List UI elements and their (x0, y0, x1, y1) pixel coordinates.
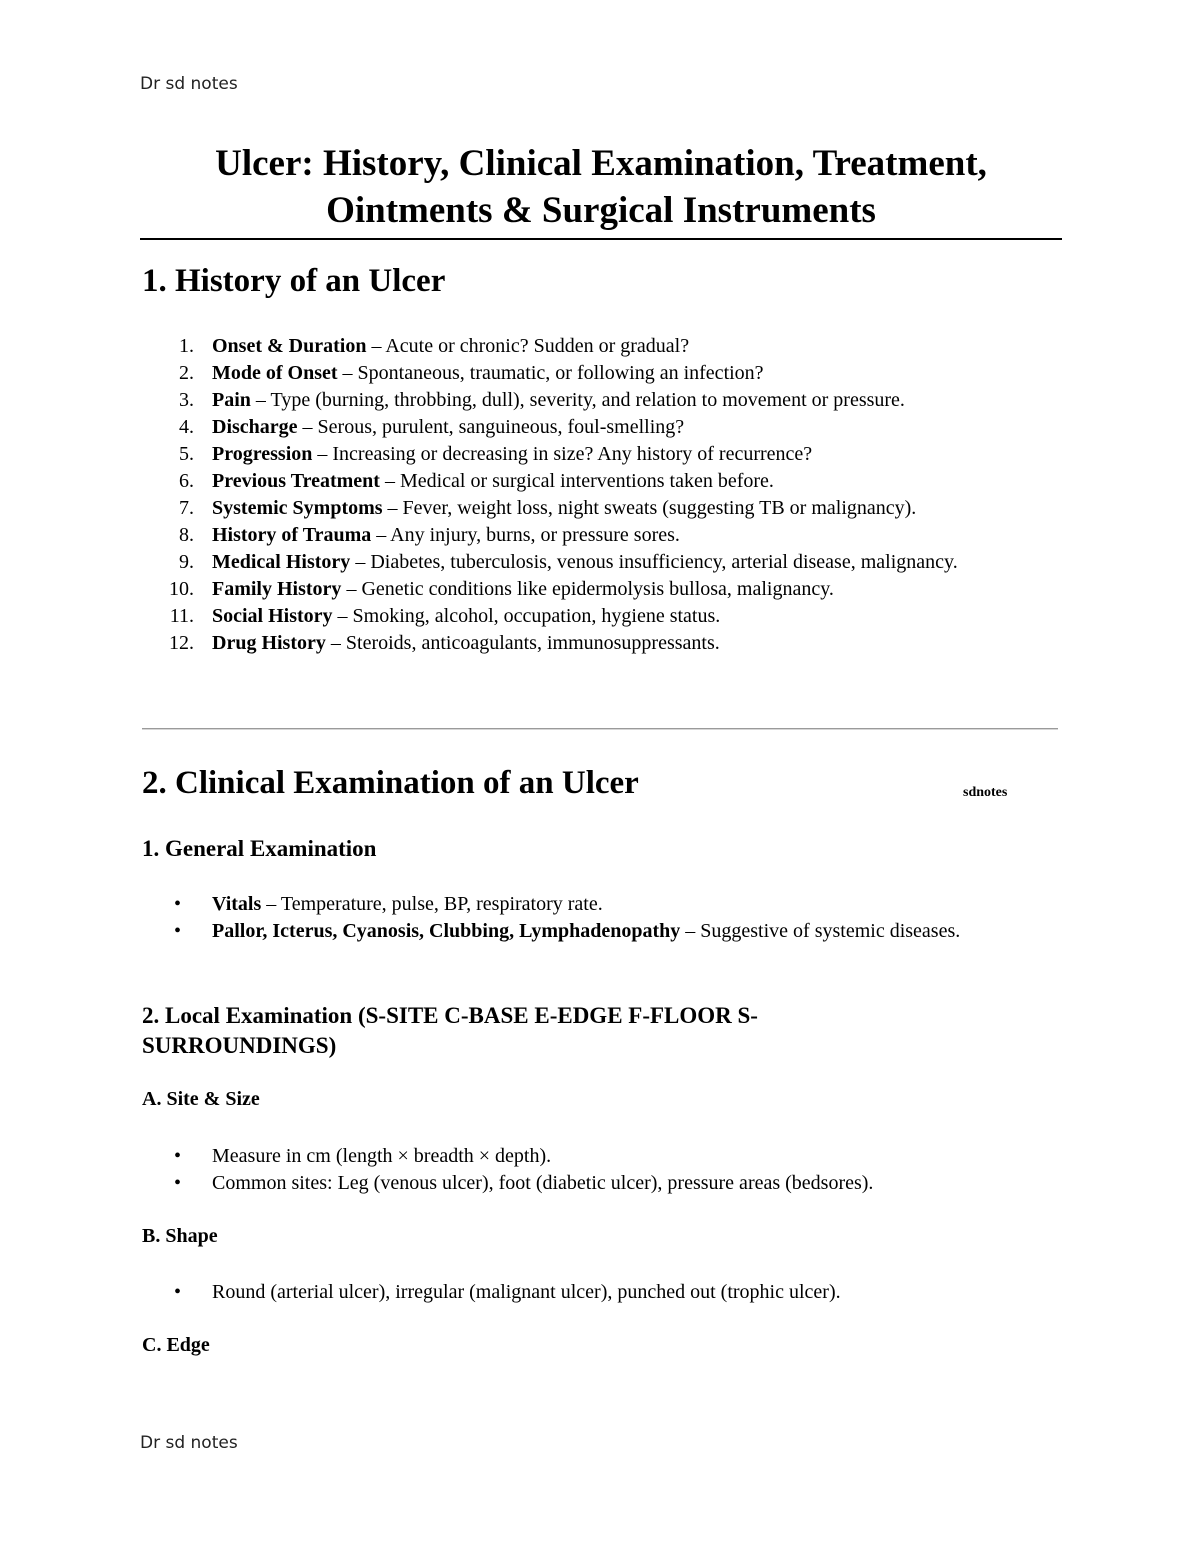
page-header: Dr sd notes (140, 74, 238, 94)
sdnotes-watermark: sdnotes (963, 785, 1008, 800)
list-item: 12. Drug History – Steroids, anticoagulants, immunosuppressants. (169, 632, 720, 654)
list-item: 1. Onset & Duration – Acute or chronic? Sudden or gradual? (179, 335, 690, 357)
general-examination-list (142, 891, 1042, 945)
document-title (140, 140, 1062, 240)
section-heading-history: 1. History of an Ulcer (142, 263, 446, 299)
list-item: • Measure in cm (length × breadth × depth). (142, 1143, 1042, 1170)
list-item: 8. History of Trauma – Any injury, burns, or pressure sores. (179, 524, 680, 546)
subheading-shape: B. Shape (142, 1225, 218, 1247)
list-item: 11. Social History – Smoking, alcohol, occupation, hygiene status. (169, 605, 721, 627)
subheading-site-size: A. Site & Size (142, 1088, 260, 1110)
page-footer: Dr sd notes (140, 1433, 238, 1453)
subheading-local-examination: 2. Local Examination (S-SITE C-BASE E-EDGE F-FLOOR S- SURROUNDINGS) (142, 1003, 758, 1058)
horizontal-rule (142, 728, 1058, 730)
list-item: 6. Previous Treatment – Medical or surgical interventions taken before. (179, 470, 774, 492)
list-item: 7. Systemic Symptoms – Fever, weight loss, night sweats (suggesting TB or malignancy). (179, 497, 917, 519)
section-heading-clinical-examination: 2. Clinical Examination of an Ulcer (142, 765, 639, 801)
title-line-1: Ulcer: History, Clinical Examination, Treatment, (215, 143, 987, 184)
list-item: 4. Discharge – Serous, purulent, sanguineous, foul-smelling? (179, 416, 685, 438)
shape-list (142, 1279, 1042, 1306)
list-item: 2. Mode of Onset – Spontaneous, traumatic, or following an infection? (179, 362, 764, 384)
list-item: 3. Pain – Type (burning, throbbing, dull), severity, and relation to movement or pressure. (179, 389, 905, 411)
list-item: 5. Progression – Increasing or decreasing in size? Any history of recurrence? (179, 443, 813, 465)
list-item: • Common sites: Leg (venous ulcer), foot (diabetic ulcer), pressure areas (bedsores). (142, 1170, 1042, 1197)
history-list (142, 333, 1072, 657)
subheading-edge: C. Edge (142, 1334, 210, 1356)
list-item: 10. Family History – Genetic conditions like epidermolysis bullosa, malignancy. (169, 578, 834, 600)
list-item: 9. Medical History – Diabetes, tuberculosis, venous insufficiency, arterial disease, malignancy. (179, 551, 958, 573)
title-line-2: Ointments & Surgical Instruments (326, 190, 876, 231)
list-item: • Pallor, Icterus, Cyanosis, Clubbing, Lymphadenopathy – Suggestive of systemic diseases. (142, 918, 1042, 945)
subheading-general-examination: 1. General Examination (142, 836, 377, 861)
list-item: • Round (arterial ulcer), irregular (malignant ulcer), punched out (trophic ulcer). (142, 1279, 1042, 1306)
site-size-list (142, 1143, 1042, 1197)
list-item: • Vitals – Temperature, pulse, BP, respiratory rate. (142, 891, 1042, 918)
